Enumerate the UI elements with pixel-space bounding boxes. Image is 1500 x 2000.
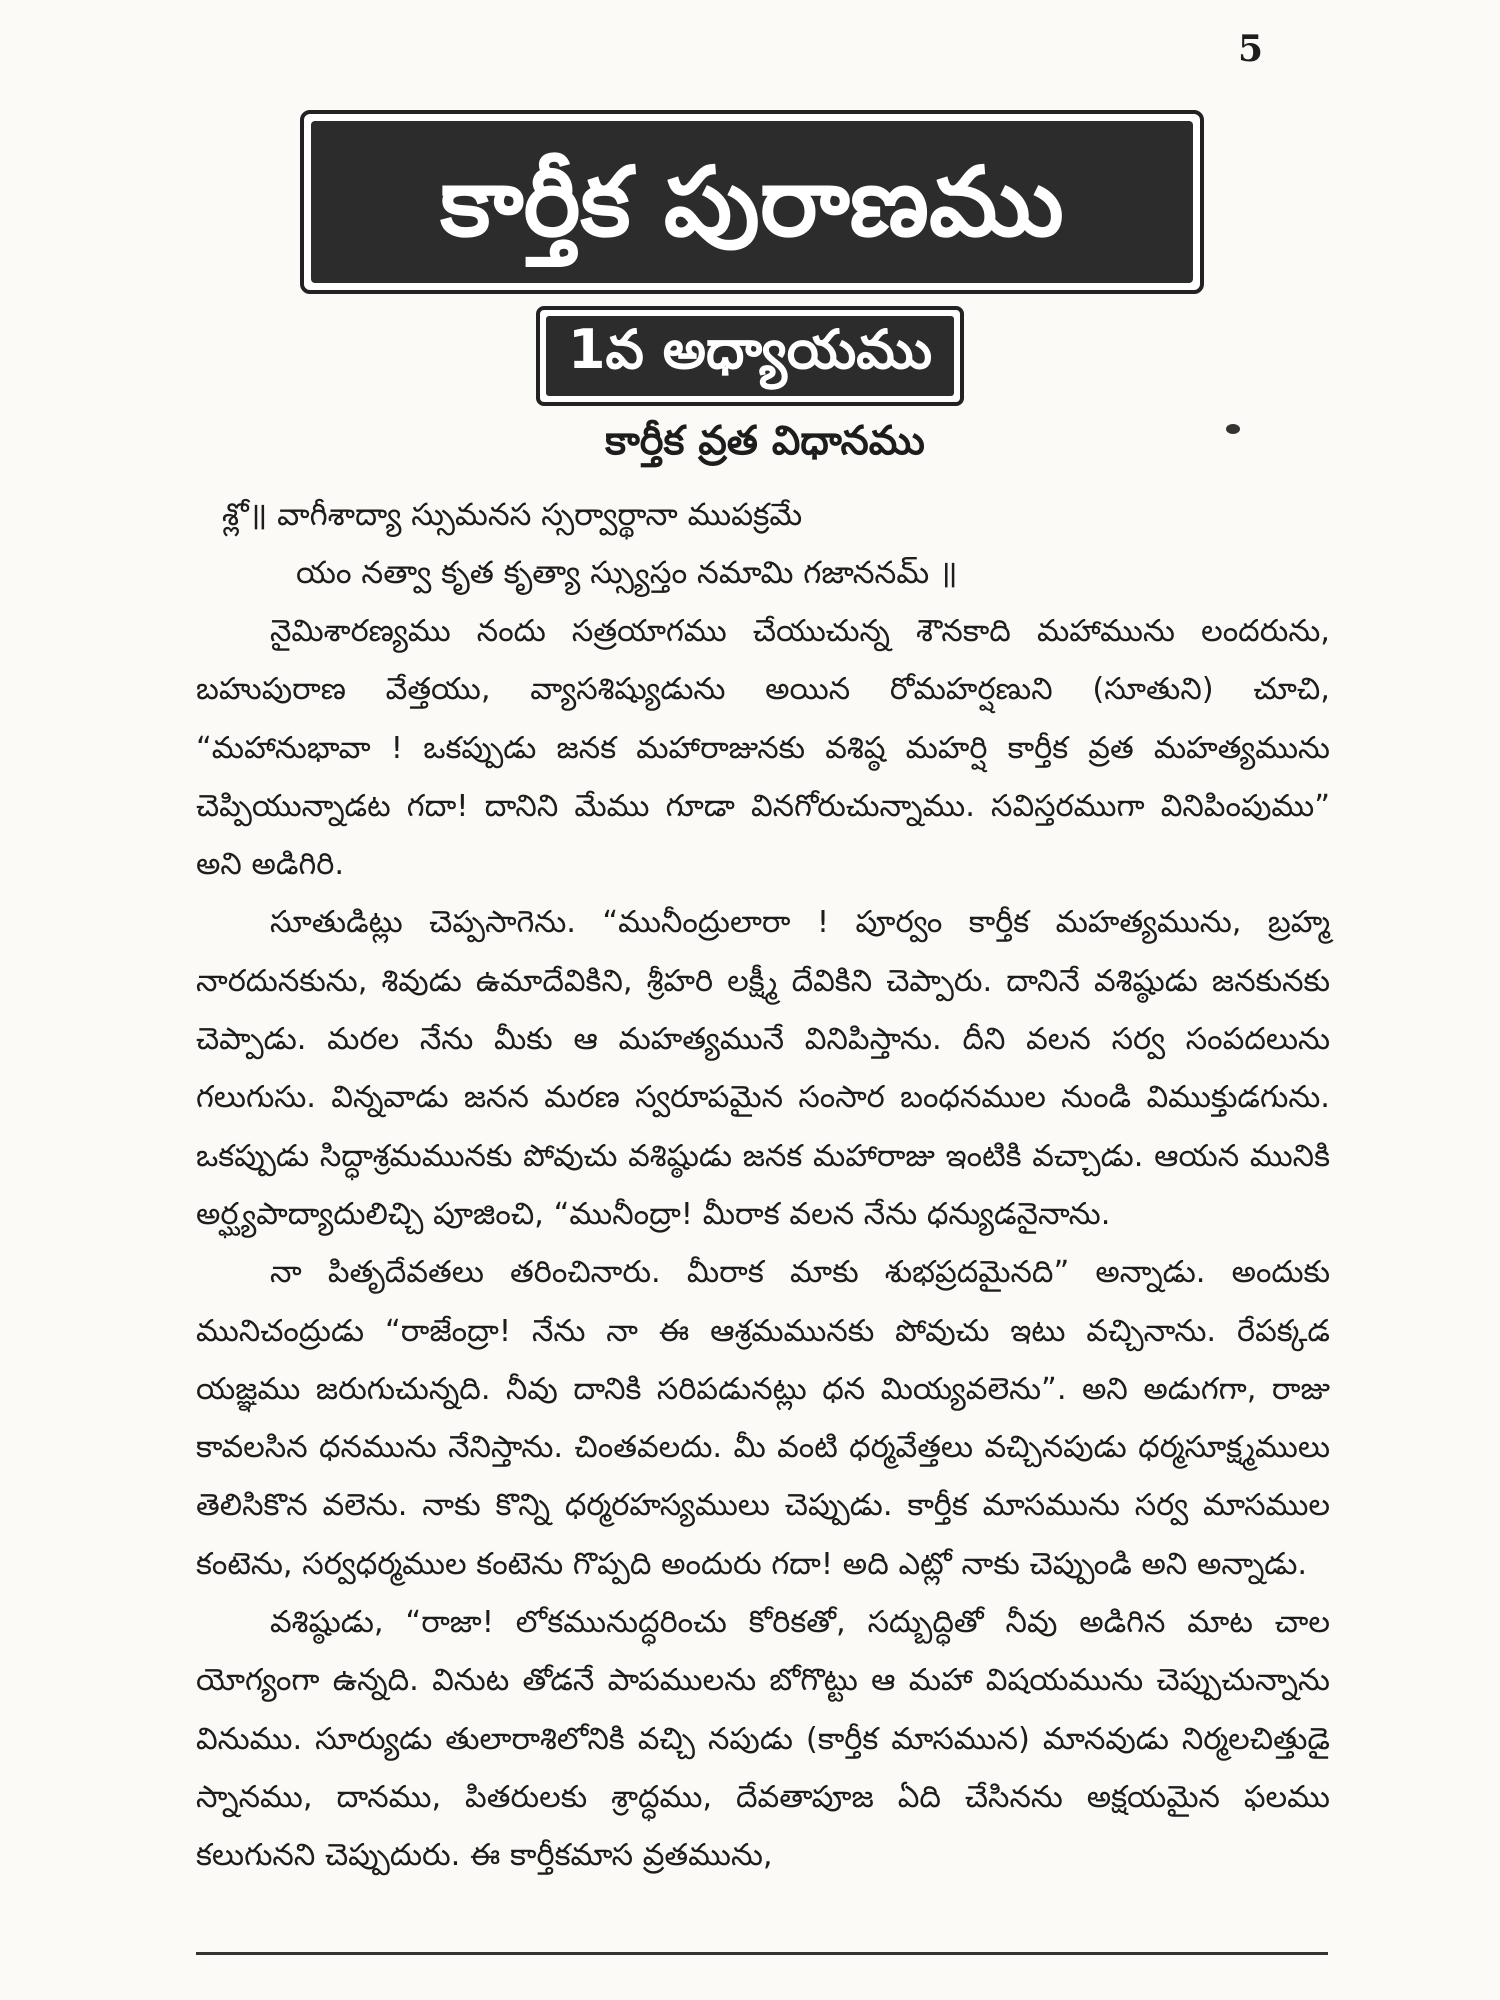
paragraph: వశిష్ఠుడు, “రాజా! లోకమునుద్ధరించు కోరికతో, సద్బుద్ధితో నీవు అడిగిన మాట చాల యోగ్యంగా ఉన్నది. వినుట తోడనే పాపములను బోగొట్టు ఆ మహా విషయమును చెప్పుచున్నాను వినుము. సూర్యుడు తులారాశిలోనికి వచ్చి నపుడు (కార్తీక మాసమున) మానవుడు నిర్మలచిత్తుడై స్నానము, దానము, పితరులకు శ్రాద్ధము, దేవతాపూజ ఏది చేసినను అక్షయమైన ఫలము కలుగునని చెప్పుదురు. ఈ కార్తీకమాస వ్రతమును, [196, 1605, 1330, 1874]
shloka-line-2: యం నత్వా కృత కృత్యా స్స్యుస్తం నమామి గజాననమ్ ॥ [296, 555, 958, 591]
paragraph: సూతుడిట్లు చెప్పసాగెను. “మునీంద్రులారా ! పూర్వం కార్తీక మహత్యమును, బ్రహ్మ నారదునకును, శివుడు ఉమాదేవికిని, శ్రీహరి లక్ష్మీ దేవికిని చెప్పారు. దానినే వశిష్ఠుడు జనకునకు చెప్పాడు. మరల నేను మీకు ఆ మహత్యమునే వినిపిస్తాను. దీని వలన సర్వ సంపదలును గలుగుసు. విన్నవాడు జనన మరణ స్వరూపమైన సంసార బంధనముల నుండి విముక్తుడగును. ఒకప్పుడు సిద్ధాశ్రమమునకు పోవుచు వశిష్ఠుడు జనక మహారాజు ఇంటికి వచ్చాడు. ఆయన మునికి అర్ఘ్యపాద్యాదులిచ్చి పూజించి, “మునీంద్రా! మీరాక వలన నేను ధన్యుడనైనాను. [196, 905, 1330, 1232]
paragraph: నైమిశారణ్యము నందు సత్రయాగము చేయుచున్న శౌనకాది మహామును లందరును, బహుపురాణ వేత్తయు, వ్యాసశిష్యుడును అయిన రోమహర్షణుని (సూతుని) చూచి, “మహానుభావా ! ఒకప్పుడు జనక మహారాజునకు వశిష్ఠ మహర్షి కార్తీక వ్రత మహత్యమును చెప్పియున్నాడట గదా! దానిని మేము గూడా వినగోరుచున్నాము. సవిస్తరముగా వినిపింపుము” అని అడిగిరి. [196, 614, 1330, 883]
section-subtitle: కార్తీక వ్రత విధానము [605, 418, 925, 464]
ink-dot [1226, 424, 1240, 434]
body-text [196, 603, 1330, 1886]
chapter-banner-inner [546, 316, 954, 396]
chapter-banner [536, 306, 964, 406]
paragraph: నా పితృదేవతలు తరించినారు. మీరాక మాకు శుభప్రదమైనది” అన్నాడు. అందుకు మునిచంద్రుడు “రాజేంద్రా! నేను నా ఈ ఆశ్రమమునకు పోవుచు ఇటు వచ్చినాను. రేపక్కడ యజ్ఞము జరుగుచున్నది. నీవు దానికి సరిపడునట్లు ధన మియ్యవలెను”. అని అడుగగా, రాజు కావలసిన ధనమును నేనిస్తాను. చింతవలదు. మీ వంటి ధర్మవేత్తలు వచ్చినపుడు ధర్మసూక్ష్మములు తెలిసికొన వలెను. నాకు కొన్ని ధర్మరహస్యములు చెప్పుడు. కార్తీక మాసమును సర్వ మాసముల కంటెను, సర్వధర్మముల కంటెను గొప్పది అందురు గదా! అది ఎట్లో నాకు చెప్పుండి అని అన్నాడు. [196, 1255, 1330, 1582]
shloka-line-1: శ్లో॥ వాగీశాద్యా స్సుమనస స్సర్వార్థానా ముపక్రమే [222, 497, 803, 533]
title-banner-inner [311, 121, 1193, 283]
title-banner [300, 110, 1204, 294]
footer-rule [196, 1952, 1328, 1955]
chapter-heading: 1వ అధ్యాయము [567, 317, 933, 381]
page-title: కార్తీక పురాణము [440, 146, 1064, 258]
page-number: 5 [1238, 28, 1264, 70]
shloka-verse [222, 486, 1332, 602]
